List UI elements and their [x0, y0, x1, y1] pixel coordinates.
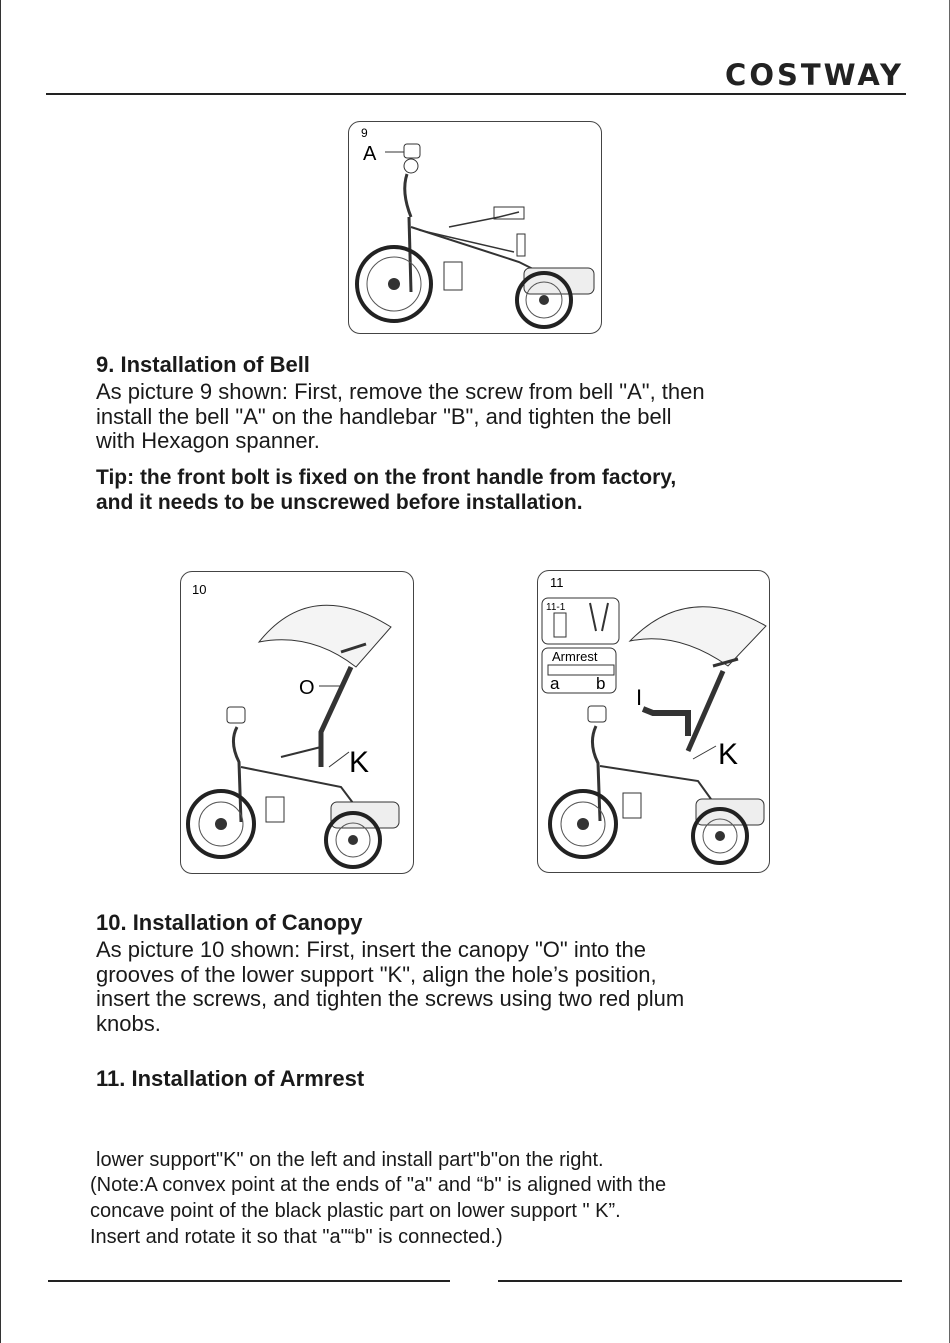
section-9-title: 9. Installation of Bell: [96, 352, 310, 377]
label-i: I: [636, 685, 643, 710]
section-10-line-1: As picture 10 shown: First, insert the canopy "O" into the: [96, 937, 646, 962]
figure-10-number: 10: [192, 582, 207, 597]
section-9-line-3: with Hexagon spanner.: [96, 428, 320, 453]
section-11-title: 11. Installation of Armrest: [96, 1066, 365, 1091]
section-9-tip: [96, 465, 836, 515]
footer-rule-right: [498, 1280, 902, 1282]
footer-rule-left: [48, 1280, 450, 1282]
inset-11-1-label: 11-1: [546, 602, 566, 613]
section-11-line-2: (Note:A convex point at the ends of "a" and “b" is aligned with the: [90, 1174, 667, 1196]
page-border-left: [0, 0, 1, 1343]
figure-11: [537, 570, 770, 873]
label-o: O: [299, 677, 315, 699]
tricycle-canopy-illustration: [181, 572, 413, 873]
section-10-line-4: knobs.: [96, 1010, 161, 1036]
armrest-label-a: a: [550, 674, 560, 693]
label-k-11: K: [718, 738, 739, 771]
section-9-line-1: As picture 9 shown: First, remove the screw from bell "A", then: [96, 379, 705, 404]
section-10-body: [96, 938, 836, 1036]
section-9-line-2: install the bell "A" on the handlebar "B", and tighten the bell: [96, 403, 672, 429]
armrest-label-b: b: [596, 674, 606, 693]
section-10-line-2: grooves of the lower support "K", align the hole’s position,: [96, 961, 657, 987]
section-9-body: [96, 380, 836, 454]
brand-logo: COSTWAY: [725, 58, 904, 92]
label-k: K: [349, 746, 370, 779]
figure-10: [180, 571, 414, 874]
section-11-line-4: Insert and rotate it so that "a"“b" is connected.): [90, 1226, 503, 1248]
figure-9-number: 9: [361, 126, 368, 140]
figure-11-number: 11: [550, 575, 564, 590]
section-11-line-3: concave point of the black plastic part on lower support " K”.: [90, 1200, 621, 1222]
tricycle-bell-illustration: [349, 122, 601, 333]
label-a: A: [363, 143, 377, 165]
tricycle-armrest-illustration: [538, 571, 769, 872]
tip-line-2: and it needs to be unscrewed before installation.: [96, 491, 583, 514]
section-10-title: 10. Installation of Canopy: [96, 910, 363, 935]
section-10-line-3: insert the screws, and tighten the screws using two red plum: [96, 986, 685, 1011]
section-11-note: [90, 1172, 850, 1250]
armrest-label: Armrest: [552, 649, 598, 664]
figure-9: [348, 121, 602, 334]
section-11-line-1: lower support"K" on the left and install part"b"on the right.: [96, 1149, 604, 1171]
header-rule: [46, 93, 906, 95]
tip-line-1: Tip: the front bolt is fixed on the front handle from factory,: [96, 466, 677, 489]
